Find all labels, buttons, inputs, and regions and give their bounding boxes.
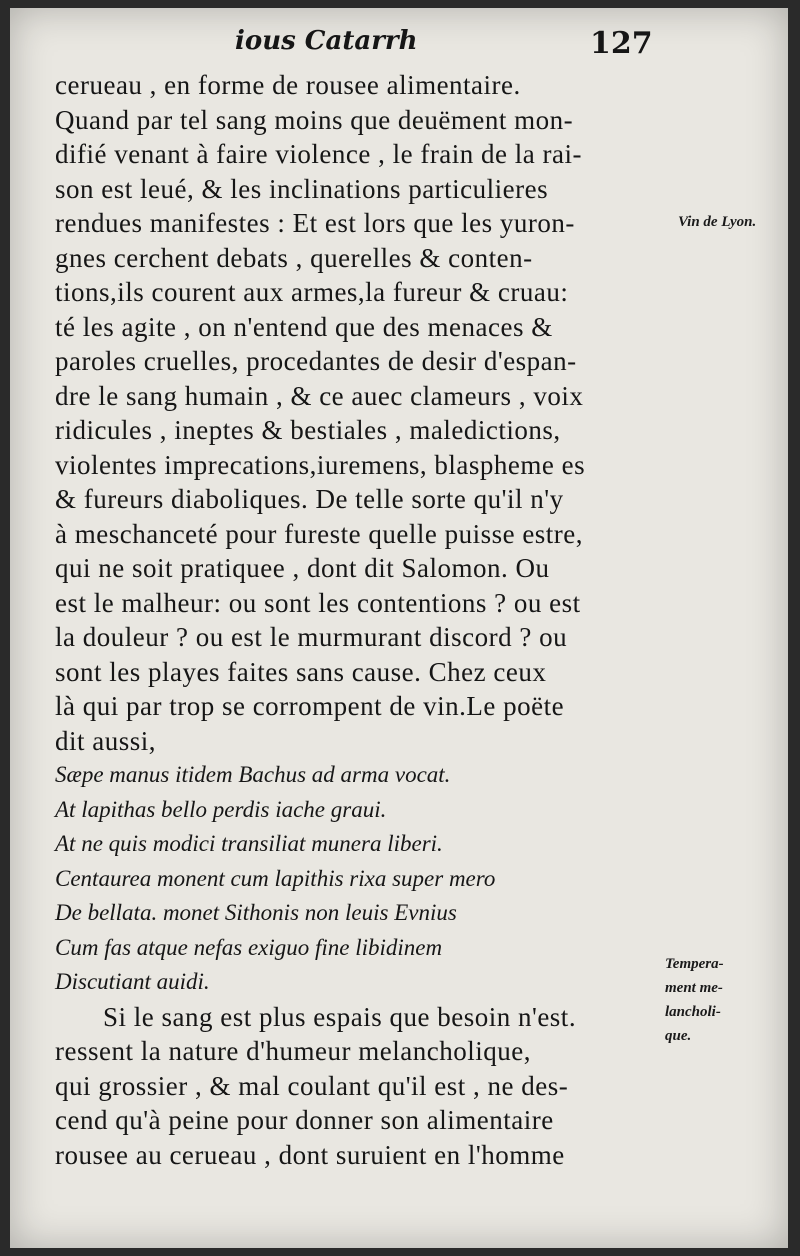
- text-line: est le malheur: ou sont les contentions ? ou est: [55, 587, 581, 618]
- text-line: Quand par tel sang moins que deuëment mon-: [55, 104, 574, 135]
- text-line: à meschanceté pour fureste quelle puisse estre,: [55, 518, 584, 549]
- text-line: rendues manifestes : Et est lors que les yuron-: [55, 208, 575, 238]
- margin-note-line: Tempera-: [665, 956, 724, 972]
- text-line: cerueau , en forme de rousee alimentaire.: [55, 70, 521, 100]
- margin-note-line: que.: [665, 1028, 692, 1044]
- text-line: ridicules , ineptes & bestiales , maledictions,: [55, 415, 561, 445]
- text-line: dit aussi,: [55, 725, 157, 756]
- verse-line: Sæpe manus itidem Bachus ad arma vocat.: [55, 762, 451, 787]
- text-line: té les agite , on n'entend que des menaces &: [55, 311, 553, 342]
- text-line: dre le sang humain , & ce auec clameurs , voix: [55, 380, 584, 411]
- text-line: son est leué, & les inclinations particulieres: [55, 173, 549, 204]
- text-line: ressent la nature d'humeur melancholique,: [55, 1036, 531, 1066]
- text-line: sont les playes faites sans cause. Chez ceux: [55, 656, 547, 687]
- verse-line: Cum fas atque nefas exiguo fine libidinem: [55, 934, 443, 960]
- margin-note-temperament: [665, 952, 775, 1048]
- text-line: la douleur ? ou est le murmurant discord ? ou: [55, 622, 568, 652]
- text-line: paroles cruelles, procedantes de desir d'espan-: [55, 346, 577, 376]
- text-line: Si le sang est plus espais que besoin n'est.: [103, 1001, 577, 1032]
- running-title: ious Catarrh: [235, 26, 418, 56]
- text-line: là qui par trop se corrompent de vin.Le poëte: [55, 691, 565, 721]
- verse-line: At ne quis modici transiliat munera liberi.: [55, 831, 443, 856]
- text-line: tions,ils courent aux armes,la fureur & cruau:: [55, 277, 569, 307]
- verse-line: Discutiant auidi.: [55, 969, 210, 994]
- verse-line: De bellata. monet Sithonis non leuis Evnius: [55, 900, 457, 925]
- book-page: [10, 8, 788, 1248]
- main-text: [55, 68, 695, 1172]
- text-line: qui ne soit pratiquee , dont dit Salomon. Ou: [55, 553, 550, 583]
- margin-note-line: ment me-: [665, 980, 723, 996]
- text-line: violentes imprecations,iuremens, blaspheme es: [55, 449, 586, 480]
- verse-line: Centaurea monent cum lapithis rixa super mero: [55, 865, 496, 891]
- text-line: difié venant à faire violence , le frain de la rai-: [55, 139, 582, 169]
- page-number: 127: [590, 26, 653, 61]
- margin-note-vin: Vin de Lyon.: [678, 214, 757, 230]
- margin-note-line: lancholi-: [665, 1004, 721, 1020]
- text-line: rousee au cerueau , dont suruient en l'homme: [55, 1139, 565, 1170]
- text-line: & fureurs diaboliques. De telle sorte qu'il n'y: [55, 484, 564, 514]
- text-line: qui grossier , & mal coulant qu'il est , ne des-: [55, 1070, 569, 1101]
- text-line: cend qu'à peine pour donner son alimentaire: [55, 1105, 554, 1135]
- verse-line: At lapithas bello perdis iache graui.: [55, 796, 387, 822]
- text-line: gnes cerchent debats , querelles & conten-: [55, 242, 533, 273]
